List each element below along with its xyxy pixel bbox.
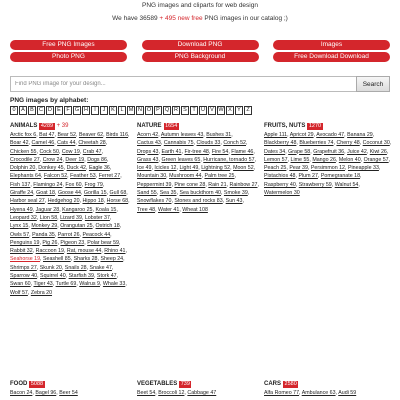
subcategory-link[interactable]: Lemon 57 — [264, 156, 288, 163]
subcategory-link[interactable]: Starfish 39 — [68, 273, 94, 280]
subcategory-link[interactable]: Cow 19 — [61, 148, 80, 155]
category-header — [137, 380, 259, 389]
subcategory-link[interactable]: Pomegranate 18 — [320, 173, 361, 180]
subcategory-link[interactable]: Cactus 43 — [137, 140, 161, 147]
subcategory-link[interactable]: Deer 19 — [65, 156, 85, 163]
subcategory-link[interactable]: Goose 44 — [57, 190, 81, 197]
subcategory-link[interactable]: Banana 29 — [347, 132, 373, 138]
subcategory-link[interactable]: Avocado 47 — [316, 132, 345, 138]
subcategory-link[interactable]: Clouds 33 — [196, 140, 221, 147]
subcategory-link[interactable]: Juice 42 — [347, 148, 367, 155]
alphabet-letter[interactable]: A — [19, 106, 27, 115]
subcategory-link[interactable]: Fox 60 — [65, 181, 82, 188]
count-badge: 1270 — [308, 123, 322, 129]
category-animals — [10, 122, 130, 297]
alphabet-letter[interactable]: N — [136, 106, 144, 115]
subcategory-link[interactable]: Hurricane, tornado 57 — [203, 156, 255, 163]
category-title[interactable]: ANIMALS — [10, 123, 38, 130]
alphabet-letter[interactable]: 0 — [10, 106, 18, 115]
subcategory-link[interactable]: Peacock 44 — [82, 231, 111, 238]
subcategory-link[interactable]: Audi 59 — [338, 390, 357, 396]
subcategory-link[interactable]: Cabbage 47 — [187, 390, 217, 396]
subcategory-link[interactable]: Boar 42 — [10, 140, 29, 147]
subcategory-link[interactable]: Pigeon 23 — [60, 239, 85, 246]
subcategory-link[interactable]: Fire 54 — [211, 148, 229, 155]
alphabet-letter[interactable]: H — [82, 106, 90, 115]
subcategory-link[interactable]: Shrimps 27 — [10, 264, 37, 271]
subcategory-link[interactable]: Feather 53 — [70, 173, 96, 180]
stats-free: free — [189, 15, 203, 22]
subcategory-link[interactable]: Lime 55 — [290, 156, 310, 163]
subcategory-link[interactable]: Light 49 — [179, 165, 199, 172]
subcategory-link[interactable]: Leopard 32 — [10, 214, 37, 221]
images-button[interactable]: Images — [273, 40, 390, 50]
free-png-images-button[interactable]: Free PNG Images — [10, 40, 127, 50]
stats-total: 36589 — [139, 15, 158, 22]
subcategory-link[interactable]: Broccoli 12 — [158, 390, 185, 396]
alphabet-letter[interactable]: J — [100, 106, 108, 115]
subcategory-link[interactable]: Walrus 9 — [79, 281, 100, 288]
subcategory-link[interactable]: Ostrich 18 — [95, 223, 120, 230]
subcategory-link[interactable]: Earth 41 — [161, 148, 182, 155]
category-vegetables — [137, 380, 259, 397]
subcategory-link[interactable]: Ambulance 63 — [301, 390, 336, 396]
stats-new: + 495 new — [157, 15, 190, 22]
subcategory-link[interactable]: Grass 43 — [137, 156, 159, 163]
subcategory-link[interactable]: Panda 35 — [32, 231, 55, 238]
subcategory-link[interactable]: Beer 54 — [59, 390, 78, 396]
catalog-stats — [0, 15, 400, 22]
subcategory-link[interactable]: Skunk 20 — [39, 264, 62, 271]
subcategory-link[interactable]: Lion 58 — [39, 214, 58, 221]
alphabet-letter[interactable]: U — [199, 106, 207, 115]
subcategory-link[interactable]: Melon 40 — [338, 156, 361, 163]
subcategory-link[interactable]: Moon 52 — [233, 165, 254, 172]
subcategory-link[interactable]: Zebra 20 — [30, 289, 53, 296]
alphabet-letter[interactable]: T — [190, 106, 198, 115]
subcategory-link[interactable]: Mango 26 — [312, 156, 336, 163]
alphabet-letter[interactable]: B — [28, 106, 36, 115]
subcategory-link[interactable]: Cheetah 28 — [78, 140, 106, 147]
subcategory-link[interactable]: Donkey 45 — [38, 165, 64, 172]
subcategory-link[interactable]: Eagle 36 — [88, 165, 110, 172]
subcategory-link[interactable]: Elephants 64 — [10, 173, 41, 180]
subcategory-link[interactable]: Koala 15 — [95, 206, 117, 213]
subcategory-link[interactable]: Apple 111 — [264, 132, 288, 138]
subcategory-link[interactable]: Smoke 39 — [223, 190, 248, 197]
subcategory-link[interactable]: Autumn leaves 43 — [160, 132, 204, 138]
subcategory-link[interactable]: Pig 26 — [42, 239, 58, 246]
subcategory-link[interactable]: Palm tree 25 — [204, 173, 235, 180]
subcategory-link[interactable]: Pear 39 — [289, 165, 308, 172]
subcategory-link[interactable]: Rainbow 27 — [229, 181, 258, 188]
alphabet-letter[interactable]: E — [55, 106, 63, 115]
subcategory-link[interactable]: Mushroom 44 — [169, 173, 202, 180]
subcategory-list: Bacon 24, Bagel 96, Beer 54 — [10, 390, 78, 396]
alphabet-letter[interactable]: F — [64, 106, 72, 115]
subcategory-link[interactable]: Duck 42 — [66, 165, 86, 172]
subcategory-list: Alfa Romeo 77, Ambulance 63, Audi 59 — [264, 390, 357, 396]
subcategory-list: Acorn 42, Autumn leaves 43, Bushes 31, Cactus 43, Cannabis 75, Clouds 33, Conch 52, Drops 43, Earth 41, Fir-tree 48, Fire 54, Flame 46, Grass 43, Green leaves 65, Hurricane, tornado 57, Ice 49, Icicles 12, Light 49, Lightning 52, Moon 52, Mountain 30, Mushroom 44, Palm tree 25, Peppermint 39, Pine cone 28, Rain 21, Rainbow 27, Sand 55, Sea 35, Sea buckthorn 40, Smoke 39, Snowflakes 70, Stones and rocks 83, Sun 43, Tree 48, Water 41, Wheat 108 — [137, 132, 259, 213]
subcategory-link[interactable]: Sharks 28 — [73, 256, 98, 263]
count-badge: 4289 — [40, 123, 54, 129]
category-title[interactable]: VEGETABLES — [137, 381, 178, 388]
alphabet-letter[interactable]: O — [146, 107, 152, 113]
subcategory-link[interactable]: Cannabis 75 — [163, 140, 194, 147]
subcategory-link[interactable]: Camel 46 — [31, 140, 55, 147]
subcategory-link[interactable]: Turtle 69 — [55, 281, 77, 288]
subcategory-link[interactable]: Water 41 — [158, 206, 180, 213]
subcategory-link[interactable]: Bushes 31 — [206, 132, 232, 138]
category-title[interactable]: FOOD — [10, 381, 28, 388]
category-cars — [264, 380, 392, 397]
subcategory-link[interactable]: Fish 137 — [10, 181, 31, 188]
subcategory-link[interactable]: Sand 55 — [137, 190, 157, 197]
subcategory-link[interactable]: Bat 47 — [39, 132, 55, 138]
subcategory-link[interactable]: Peppermint 39 — [137, 181, 172, 188]
subcategory-link[interactable]: Lizard 39 — [60, 214, 82, 221]
subcategory-link[interactable]: Cherry 48 — [336, 140, 360, 147]
category-header — [10, 122, 130, 131]
subcategory-link[interactable]: Harbor seal 27 — [10, 198, 45, 205]
subcategory-link[interactable]: Alfa Romeo 77 — [264, 390, 300, 396]
subcategory-link[interactable]: Polar bear 59 — [87, 239, 120, 246]
subcategory-link[interactable]: Strawberry 59 — [298, 181, 332, 188]
subcategory-link[interactable]: Dogs 86 — [87, 156, 107, 163]
alphabet-letter[interactable]: L — [118, 106, 126, 115]
subcategory-link[interactable]: Ferret 27 — [98, 173, 121, 180]
subcategory-link[interactable]: Persimmon 12 — [310, 165, 346, 172]
alphabet-letter[interactable]: S — [181, 106, 189, 115]
subcategory-link[interactable]: Giraffe 24 — [10, 190, 34, 197]
subcategory-link[interactable]: Grapefruit 36 — [313, 148, 345, 155]
search-bar — [10, 76, 390, 92]
category-food — [10, 380, 130, 397]
subcategory-link[interactable]: Rabbit 32 — [10, 248, 33, 255]
alphabet-letter[interactable]: D — [46, 106, 54, 115]
subcategory-link[interactable]: Hyena 49 — [10, 206, 33, 213]
subcategory-list: Beet 54, Broccoli 12, Cabbage 47 — [137, 390, 217, 396]
free-download-button[interactable]: Free Download Download — [273, 52, 390, 62]
alphabet-letter[interactable]: R — [172, 106, 180, 115]
search-button[interactable]: Search — [356, 76, 390, 92]
subcategory-link[interactable]: Bear 52 — [57, 132, 76, 138]
subcategory-link[interactable]: Swan 60 — [10, 281, 31, 288]
subcategory-link[interactable]: Stork 47 — [96, 273, 117, 280]
alphabet-letter[interactable]: V — [208, 106, 216, 115]
subcategory-link[interactable]: Tiger 43 — [33, 281, 53, 288]
subcategory-link[interactable]: Seahorse 19 — [10, 256, 41, 263]
subcategory-link[interactable]: Sea 35 — [159, 190, 177, 197]
subcategory-link[interactable]: Green leaves 65 — [161, 156, 201, 163]
subcategory-link[interactable]: Frog 79 — [84, 181, 103, 188]
subcategory-link[interactable]: Dolphin 20 — [10, 165, 36, 172]
subcategory-link[interactable]: Seashell 85 — [43, 256, 71, 263]
subcategory-link[interactable]: Whale 33 — [102, 281, 126, 288]
subcategory-link[interactable]: Rat, mouse 44 — [66, 248, 102, 255]
subcategory-link[interactable]: Orange 57 — [363, 156, 389, 163]
subcategory-link[interactable]: Owls 57 — [10, 231, 30, 238]
category-title[interactable]: FRUITS, NUTS — [264, 123, 306, 130]
alphabet-letter[interactable]: Q — [164, 107, 170, 113]
subcategory-link[interactable]: Rain 21 — [208, 181, 227, 188]
subcategory-list: Apple 111, Apricot 29, Avocado 47, Banana 29, Blackberry 48, Blueberries 74, Cherry 48, Coconut 30, Dates 34, Grape 58, Grapefruit 36, Juice 42, Kiwi 26, Lemon 57, Lime 55, Mango 26, Melon 40, Orange 57, Peach 25, Pear 39, Persimmon 12, Pineapple 33, Pistachios 48, Plum 27, Pomegranate 18, Raspberry 40, Strawberry 59, Walnut 54, Watermelon 30 — [264, 132, 392, 197]
subcategory-link[interactable]: Beaver 62 — [78, 132, 104, 138]
subcategory-link[interactable]: Apricot 29 — [289, 132, 314, 138]
subcategory-link[interactable]: Birds 116 — [106, 132, 129, 138]
alphabet-letter[interactable]: X — [226, 106, 234, 115]
tagline: PNG images and cliparts for web design — [142, 2, 258, 9]
category-header — [264, 122, 392, 131]
count-badge: 1654 — [165, 123, 178, 129]
subcategory-link[interactable]: Goat 18 — [36, 190, 55, 197]
subcategory-link[interactable]: Sparrow 40 — [10, 273, 38, 280]
subcategory-link[interactable]: Grape 58 — [288, 148, 311, 155]
subcategory-link[interactable]: Tree 48 — [137, 206, 156, 213]
download-png-button[interactable]: Download PNG — [142, 40, 259, 50]
subcategory-link[interactable]: Crocodile 27 — [10, 156, 40, 163]
subcategory-link[interactable]: Lobster 37 — [84, 214, 110, 221]
subcategory-link[interactable]: Raspberry 40 — [264, 181, 296, 188]
subcategory-link[interactable]: Snails 28 — [64, 264, 87, 271]
subcategory-link[interactable]: Wheat 108 — [182, 206, 208, 213]
alphabet-letter[interactable]: P — [154, 106, 162, 115]
subcategory-link[interactable]: Kiwi 26 — [369, 148, 387, 155]
alphabet-title: PNG images by alphabet: — [10, 97, 89, 104]
category-header — [10, 380, 130, 389]
subcategory-link[interactable]: Horse 68 — [106, 198, 129, 205]
stats-suffix: PNG images in our catalog ;) — [202, 15, 288, 22]
alphabet-letter[interactable]: K — [109, 106, 117, 115]
subcategory-link[interactable]: Pineapple 33 — [347, 165, 379, 172]
category-header — [264, 380, 392, 389]
subcategory-link[interactable]: Acorn 42 — [137, 132, 159, 138]
alphabet-letter[interactable]: G — [74, 107, 80, 113]
alphabet-letter[interactable]: C — [37, 106, 45, 115]
subcategory-link[interactable]: Sun 43 — [225, 198, 243, 205]
subcategory-link[interactable]: Icicles 12 — [154, 165, 177, 172]
subcategory-link[interactable]: Conch 52 — [223, 140, 247, 147]
subcategory-link[interactable]: Plum 27 — [298, 173, 318, 180]
subcategory-link[interactable]: Cats 44 — [57, 140, 76, 147]
category-header — [137, 122, 259, 131]
subcategory-link[interactable]: Raccoon 19 — [35, 248, 64, 255]
subcategory-link[interactable]: Blackberry 48 — [264, 140, 297, 147]
subcategory-link[interactable]: Sea buckthorn 40 — [179, 190, 221, 197]
subcategory-link[interactable]: Chicken 55 — [10, 148, 37, 155]
subcategory-link[interactable]: Kangaroo 25 — [62, 206, 93, 213]
subcategory-link[interactable]: Dates 34 — [264, 148, 286, 155]
category-title[interactable]: NATURE — [137, 123, 162, 130]
subcategory-link[interactable]: Penguins 19 — [10, 239, 40, 246]
count-badge: 5088 — [30, 381, 44, 387]
subcategory-link[interactable]: Gull 68 — [109, 190, 127, 197]
subcategory-link[interactable]: Jaguar 28 — [35, 206, 60, 213]
subcategory-link[interactable]: Lightning 52 — [201, 165, 231, 172]
alphabet-letter[interactable]: W — [218, 107, 224, 113]
subcategory-link[interactable]: Watermelon 30 — [264, 190, 300, 197]
subcategory-link[interactable]: Snake 47 — [89, 264, 112, 271]
alphabet-letter[interactable]: Z — [244, 106, 252, 115]
subcategory-link[interactable]: Beet 54 — [137, 390, 156, 396]
subcategory-link[interactable]: Gorilla 15 — [83, 190, 107, 197]
subcategory-link[interactable]: Crab 47 — [82, 148, 102, 155]
subcategory-link[interactable]: Blueberries 74 — [299, 140, 334, 147]
subcategory-link[interactable]: Lynx 15 — [10, 223, 29, 230]
subcategory-link[interactable]: Ice 49 — [137, 165, 152, 172]
subcategory-link[interactable]: Hedgehog 20 — [47, 198, 80, 205]
subcategory-link[interactable]: Stones and rocks 83 — [174, 198, 223, 205]
subcategory-link[interactable]: Orangutan 25 — [60, 223, 93, 230]
count-badge: 2580 — [284, 381, 297, 387]
subcategory-link[interactable]: Mountain 30 — [137, 173, 167, 180]
subcategory-link[interactable]: Arctic fox 6 — [10, 132, 37, 138]
alphabet-letter[interactable]: I — [91, 106, 99, 115]
subcategory-link[interactable]: Bacon 24 — [10, 390, 33, 396]
subcategory-link[interactable]: Bagel 96 — [35, 390, 57, 396]
category-nature — [137, 122, 259, 214]
subcategory-link[interactable]: Walnut 54 — [334, 181, 359, 188]
category-fruits-nuts — [264, 122, 392, 197]
subcategory-link[interactable]: Hippo 18 — [82, 198, 104, 205]
photo-png-button[interactable]: Photo PNG — [10, 52, 127, 62]
subcategory-link[interactable]: Pistachios 48 — [264, 173, 296, 180]
subcategory-list: Arctic fox 6, Bat 47, Bear 52, Beaver 62, Birds 116, Boar 42, Camel 46, Cats 44, Cheetah 28, Chicken 55, Cock 50, Cow 19, Crab 47, Crocodile 27, Crow 24, Deer 19, Dogs 86, Dolphin 20, Donkey 45, Duck 42, Eagle 36, Elephants 64, Falcon 52, Feather 53, Ferret 27, Fish 137, Flamingo 24, Fox 60, Frog 79, Giraffe 24, Goat 18, Goose 44, Gorilla 15, Gull 68, Harbor seal 27, Hedgehog 20, Hippo 18, Horse 68, Hyena 49, Jaguar 28, Kangaroo 25, Koala 15, Leopard 32, Lion 58, Lizard 39, Lobster 37, Lynx 15, Monkey 29, Orangutan 25, Ostrich 18, Owls 57, Panda 35, Parrot 26, Peacock 44, Penguins 19, Pig 26, Pigeon 23, Polar bear 59, Rabbit 32, Raccoon 19, Rat, mouse 44, Rhino 41, Seahorse 19, Seashell 85, Sharks 28, Sheep 24, Shrimps 27, Skunk 20, Snails 28, Snake 47, Sparrow 40, Squirrel 40, Starfish 39, Stork 47, Swan 60, Tiger 43, Turtle 69, Walrus 9, Whale 33, Wolf 57, Zebra 20 — [10, 132, 130, 296]
subcategory-link[interactable]: Parrot 26 — [57, 231, 80, 238]
subcategory-link[interactable]: Sheep 24 — [100, 256, 124, 263]
subcategory-link[interactable]: Crow 24 — [42, 156, 63, 163]
alphabet-letter[interactable]: M — [128, 107, 134, 113]
subcategory-link[interactable]: Squirrel 40 — [40, 273, 66, 280]
count-badge: 739 — [180, 381, 190, 387]
subcategory-link[interactable]: Coconut 30 — [362, 140, 390, 147]
subcategory-link[interactable]: Snowflakes 70 — [137, 198, 172, 205]
subcategory-link[interactable]: Pine cone 28 — [174, 181, 206, 188]
nav-buttons-row-2 — [10, 52, 390, 62]
subcategory-link[interactable]: Monkey 29 — [31, 223, 58, 230]
subcategory-link[interactable]: Wolf 57 — [10, 289, 28, 296]
subcategory-link[interactable]: Flamingo 24 — [33, 181, 63, 188]
subcategory-link[interactable]: Cock 50 — [39, 148, 59, 155]
alphabet-letter[interactable]: Y — [235, 106, 243, 115]
subcategory-link[interactable]: Peach 25 — [264, 165, 287, 172]
subcategory-link[interactable]: Rhino 41 — [104, 248, 126, 255]
nav-buttons-row-1 — [10, 40, 390, 50]
subcategory-link[interactable]: Falcon 52 — [43, 173, 68, 180]
search-input[interactable] — [10, 76, 356, 92]
subcategory-link[interactable]: Drops 43 — [137, 148, 159, 155]
png-background-button[interactable]: PNG Background — [142, 52, 259, 62]
stats-prefix: We have — [112, 15, 140, 22]
new-count: + 39 — [56, 123, 69, 130]
subcategory-link[interactable]: Flame 46 — [231, 148, 254, 155]
category-title[interactable]: CARS — [264, 381, 282, 388]
subcategory-link[interactable]: Fir-tree 48 — [184, 148, 209, 155]
alphabet-nav — [10, 106, 252, 115]
